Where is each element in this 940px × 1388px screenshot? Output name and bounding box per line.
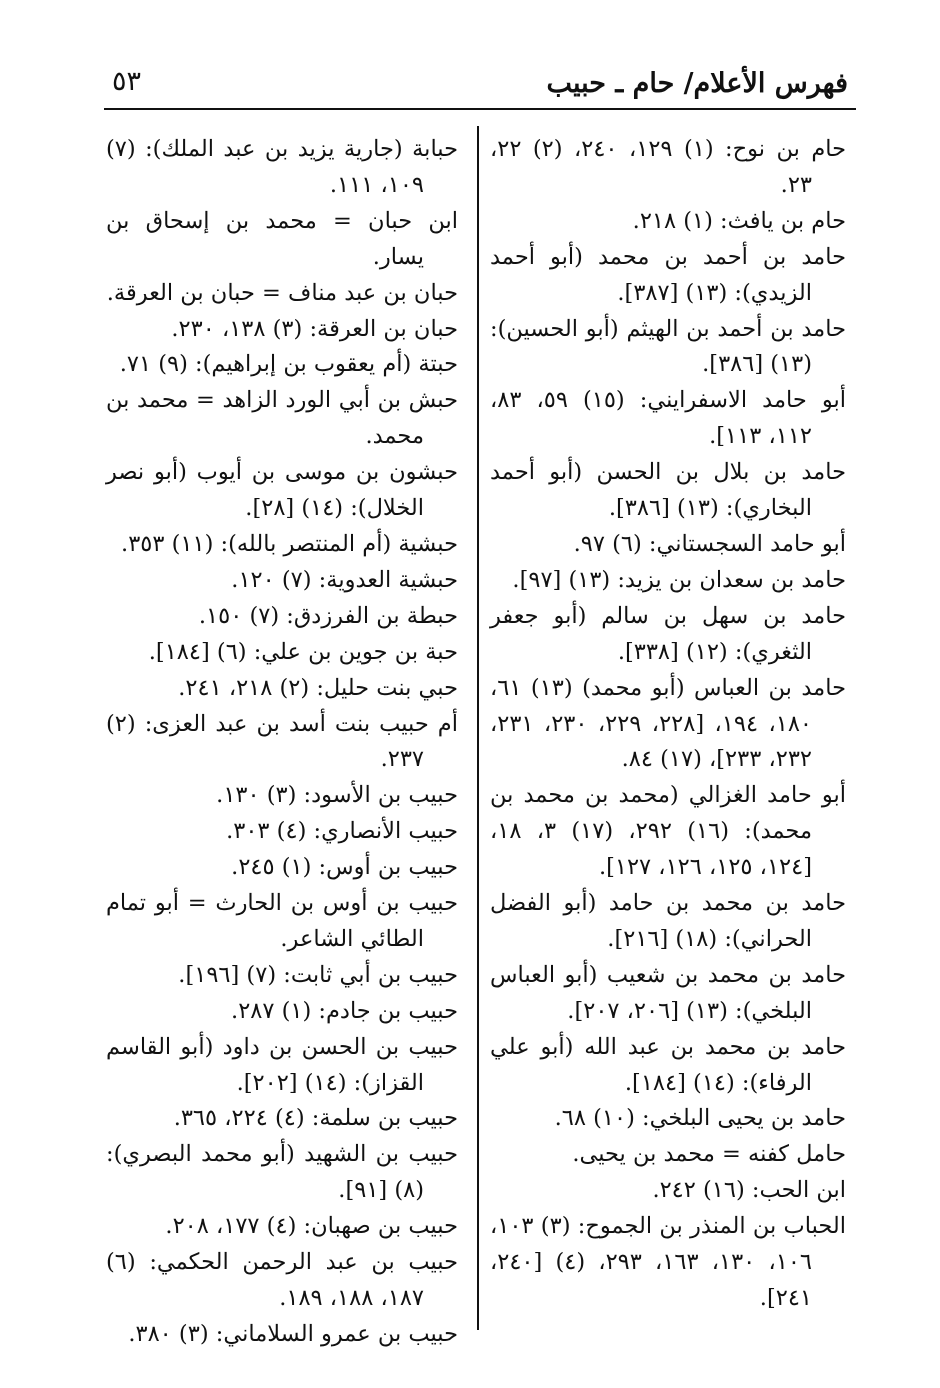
index-entry: حبتة (أم يعقوب بن إبراهيم): (٩) ٧١. xyxy=(119,351,458,378)
index-entry: حامد بن يحيى البلخي: (١٠) ٦٨. xyxy=(554,1105,846,1132)
index-entry: حام بن نوح: (١) ١٢٩، ٢٤٠، (٢) ٢٢، ٢٣. xyxy=(490,136,847,198)
index-entry: ابن الحب: (١٦) ٢٤٢. xyxy=(652,1177,846,1204)
index-entry: حبطة بن الفرزدق: (٧) ١٥٠. xyxy=(198,602,458,629)
index-entry: حبيب الأنصاري: (٤) ٣٠٣. xyxy=(226,818,458,845)
index-entry: حبيب بن الحسن بن داود (أبو القاسم القزاز): (١٤) [٢٠٢]. xyxy=(106,1033,458,1096)
index-entry: أبو حامد الغزالي (محمد بن محمد بن محمد): (١٦) ٢٩٢، (١٧) ٣، ١٨، [١٢٤، ١٢٥، ١٢٦، ١٢٧]. xyxy=(490,782,846,881)
index-entry: حبة بن جوين بن علي: (٦) [١٨٤]. xyxy=(148,638,458,665)
index-entry: حبان بن عبد مناف = حبان بن العرقة. xyxy=(106,279,458,306)
index-entry: حام بن يافث: (١) ٢١٨. xyxy=(632,207,846,234)
index-entry: حامل كفنه = محمد بن يحيى. xyxy=(572,1141,846,1168)
index-entry: حبيب بن عمرو السلاماني: (٣) ٣٨٠. xyxy=(128,1320,458,1347)
index-entry: حامد بن محمد بن حامد (أبو الفضل الحراني): (١٨) [٢١٦]. xyxy=(490,890,846,952)
index-entry: حبيب بن عبد الرحمن الحكمي: (٦) ١٨٧، ١٨٨، ١٨٩. xyxy=(106,1249,458,1311)
index-entry: حبي بنت حليل: (٢) ٢١٨، ٢٤١. xyxy=(178,674,458,701)
index-entry: أبو حامد السجستاني: (٦) ٩٧. xyxy=(573,530,846,557)
index-entry: الحباب بن المنذر بن الجموح: (٣) ١٠٣، ١٠٦، ١٣٠، ١٦٣، ٢٩٣، (٤) [٢٤٠، ٢٤١]. xyxy=(490,1213,846,1311)
index-column-right xyxy=(490,132,846,1317)
index-entry: حبيب بن أبي ثابت: (٧) [١٩٦]. xyxy=(178,961,458,988)
index-column-left xyxy=(106,132,458,1353)
index-entry: حامد بن بلال بن الحسن (أبو أحمد البخاري): (١٣) [٣٨٦]. xyxy=(490,459,846,522)
index-entry: أبو حامد الاسفرايني: (١٥) ٥٩، ٨٣، ١١٢، ١١٣]. xyxy=(490,387,846,450)
index-entry: حامد بن أحمد بن محمد (أبو أحمد الزيدي): (١٣) [٣٨٧]. xyxy=(490,243,846,306)
index-entry: حبيب بن صهبان: (٤) ١٧٧، ٢٠٨. xyxy=(165,1213,458,1240)
column-divider xyxy=(477,126,479,1330)
index-entry: حبيب بن الشهيد (أبو محمد البصري): (٨) [٩١]. xyxy=(106,1141,458,1204)
index-entry: ابن حبان = محمد بن إسحاق بن يسار. xyxy=(106,207,458,270)
running-title: فهرس الأعلام/ حام ـ حبيب xyxy=(546,68,848,99)
index-entry: حبشون بن موسى بن أيوب (أبو نصر الخلال): (١٤) [٢٨]. xyxy=(106,459,458,522)
index-entry: حامد بن محمد بن شعيب (أبو العباس البلخي): (١٣) [٢٠٦، ٢٠٧]. xyxy=(490,961,846,1024)
header-rule xyxy=(104,108,856,110)
index-entry: حامد بن سعدان بن يزيد: (١٣) [٩٧]. xyxy=(512,566,846,593)
index-entry: حبشية (أم المنتصر بالله): (١١) ٣٥٣. xyxy=(121,530,458,557)
index-entry: حبش بن أبي الورد الزاهد = محمد بن محمد. xyxy=(106,387,458,450)
index-entry: حامد بن العباس (أبو محمد) (١٣) ٦١، ١٨٠، ١٩٤، [٢٢٨، ٢٢٩، ٢٣٠، ٢٣١، ٢٣٢، ٢٣٣]، (١٧) ٨٤. xyxy=(490,674,847,773)
index-entry: حبيب بن الأسود: (٣) ١٣٠. xyxy=(216,782,458,809)
index-entry: حامد بن أحمد بن الهيثم (أبو الحسين): (١٣) [٣٨٦]. xyxy=(490,315,846,378)
index-entry: حبيب بن جادم: (١) ٢٨٧. xyxy=(231,997,458,1024)
index-entry: حبان بن العرقة: (٣) ١٣٨، ٢٣٠. xyxy=(171,315,458,342)
index-entry: حامد بن محمد بن عبد الله (أبو علي الرفاء): (١٤) [١٨٤]. xyxy=(490,1033,846,1096)
index-entry: أم حبيب بنت أسد بن عبد العزى: (٢) ٢٣٧. xyxy=(106,710,458,773)
index-entry: حبيب بن سلمة: (٤) ٢٢٤، ٣٦٥. xyxy=(173,1105,458,1132)
page-number: ٥٣ xyxy=(112,66,142,97)
index-entry: حبيب بن أوس: (١) ٢٤٥. xyxy=(231,854,458,881)
index-entry: حبيب بن أوس بن الحارث = أبو تمام الطائي الشاعر. xyxy=(106,890,458,952)
index-entry: حبابة (جارية يزيد بن عبد الملك): (٧) ١٠٩، ١١١. xyxy=(106,136,458,198)
index-entry: حبشية العدوية: (٧) ١٢٠. xyxy=(231,566,458,593)
index-entry: حامد بن سهل بن سالم (أبو جعفر الثغري): (١٢) [٣٣٨]. xyxy=(490,602,846,665)
